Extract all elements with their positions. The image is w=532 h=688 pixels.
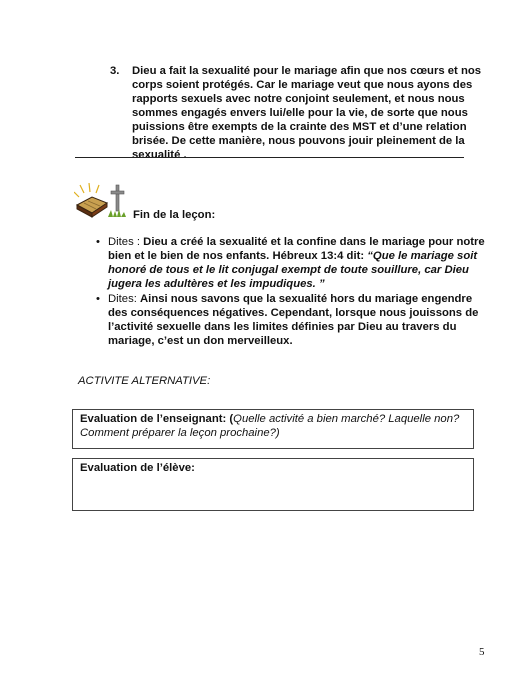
student-evaluation-box[interactable] — [72, 458, 474, 511]
bullet-dot: • — [96, 293, 100, 305]
page-number: 5 — [479, 646, 485, 658]
teacher-evaluation-hint: Quelle activité a bien marché? Laquelle non? Comment préparer la leçon prochaine?) — [80, 413, 460, 439]
bible-and-cross-icon — [74, 183, 130, 223]
item-number: 3. — [110, 65, 120, 77]
teacher-evaluation-label: Evaluation de l’enseignant: ( — [80, 413, 234, 425]
list-item — [96, 292, 488, 348]
numbered-point-3 — [110, 64, 490, 162]
bullet-prefix: Dites: — [108, 293, 141, 305]
bullet-bold-text: Ainsi nous savons que la sexualité hors du mariage engendre des conséquences négatives. Cependant, lorsque nous jouissons de l’activité sexuelle dans les limites définies par Dieu au travers du mariage, c’est un don merveilleux. — [108, 293, 479, 347]
teacher-evaluation-box[interactable] — [72, 409, 474, 449]
bullet-bold-text: Dieu a créé la sexualité et la confine dans le mariage pour notre bien et le bien de nos enfants. Hébreux 13:4 dit: — [108, 236, 485, 262]
bullet-dot: • — [96, 236, 100, 248]
bullet-prefix: Dites : — [108, 236, 144, 248]
list-item — [96, 235, 488, 291]
bible-quote: “Que le mariage soit honoré de tous et le lit conjugal exempt de toute souillure, car Dieu jugera les adultères et les impudiques. ” — [108, 250, 478, 290]
student-evaluation-label: Evaluation de l’élève: — [80, 462, 195, 474]
horizontal-divider — [75, 157, 464, 158]
item-text: Dieu a fait la sexualité pour le mariage afin que nos cœurs et nos corps soient protégés. Car le mariage veut que nous ayons des rapports sexuels avec notre conjoint seulement, et nous nous sommes engagés envers lui/elle pour la vie, de sorte que nous puissions être exempts de la crainte des MST et d’une relation brisée. De cette manière, nous pouvons jouir pleinement de la sexualité . — [132, 65, 482, 161]
section-title: Fin de la leçon: — [133, 209, 216, 221]
alternative-activity-heading: ACTIVITE ALTERNATIVE: — [78, 375, 211, 387]
